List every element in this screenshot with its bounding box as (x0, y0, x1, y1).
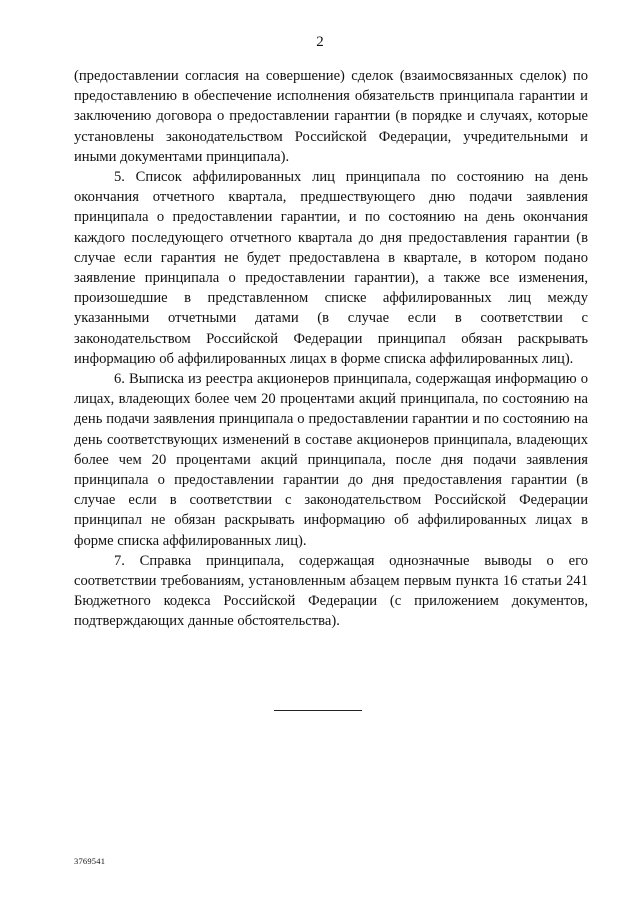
page-number: 2 (316, 34, 324, 50)
end-divider-line (274, 710, 362, 711)
paragraph-continuation: (предоставлении согласия на совершение) сделок (взаимосвязанных сделок) по предоставлению в обеспечение исполнения обязательств принципала гарантии и заключению договора о предоставлении гарантии (в порядке и случаях, которые установлены законодательством Российской Федерации, учредительными и иными документами принципала). (74, 68, 588, 165)
paragraph-item-5: 5. Список аффилированных лиц принципала по состоянию на день окончания отчетного квартала, предшествующего дню подачи заявления принципала о предоставлении гарантии, и по состоянию на день окончания каждого последующего отчетного квартала до дня предоставления гарантии (в случае если гарантия не будет предоставлена в квартале, в котором подано заявление принципала о предоставлении гарантии), а также все изменения, произошедшие в представленном списке аффилированных лиц между указанными отчетными датами (в случае если в соответствии с законодательством Российской Федерации принципал обязан раскрывать информацию об аффилированных лицах в форме списка аффилированных лиц). (74, 169, 588, 367)
document-body (74, 66, 588, 632)
paragraph-item-6: 6. Выписка из реестра акционеров принципала, содержащая информацию о лицах, владеющих более чем 20 процентами акций принципала, по состоянию на день подачи заявления принципала о предоставлении гарантии и по состоянию на день соответствующих изменений в составе акционеров принципала, владеющих более чем 20 процентами акций принципала, после дня подачи заявления принципала о предоставлении гарантии до дня предоставления гарантии (в случае если в соответствии с законодательством Российской Федерации принципал не обязан раскрывать информацию об аффилированных лицах в форме списка аффилированных лиц). (74, 371, 588, 549)
document-id: 3769541 (74, 856, 106, 866)
paragraph-item-7: 7. Справка принципала, содержащая однозначные выводы о его соответствии требованиям, установленным абзацем первым пункта 16 статьи 241 Бюджетного кодекса Российской Федерации (с приложением документов, подтверждающих данные обстоятельства). (74, 552, 588, 630)
